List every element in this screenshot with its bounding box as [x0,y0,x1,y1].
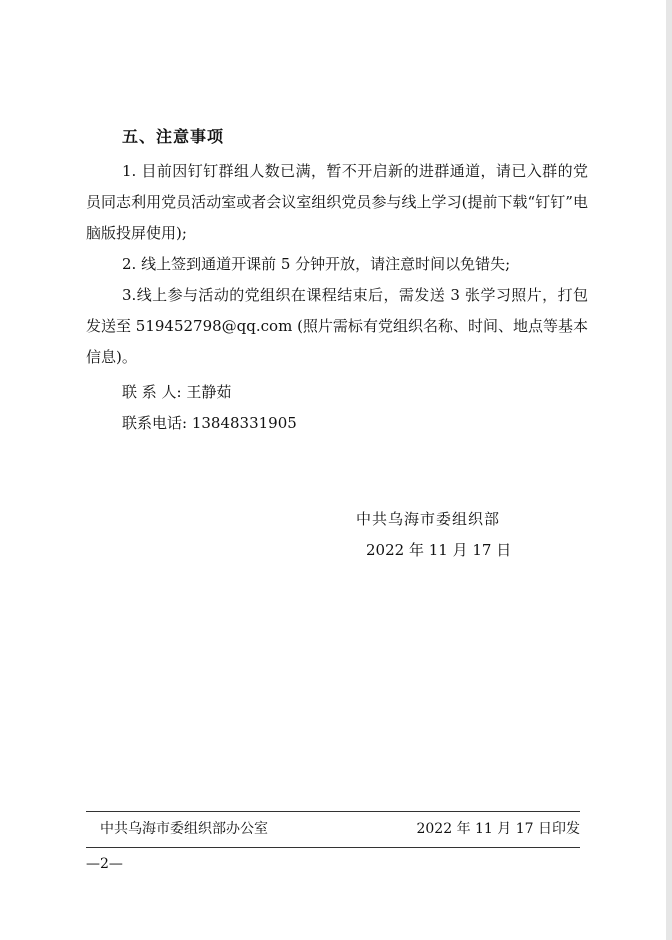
notice-item-2 [86,249,588,280]
footer-issue-date: 2022 年 11 月 17 日印发 [416,821,580,837]
page-edge [666,0,672,940]
contact-person: 联 系 人: 王静茹 [122,383,232,401]
notice-item-1-text: 1. 目前因钉钉群组人数已满，暂不开启新的进群通道，请已入群的党员同志利用党员活动室或者会议室组织党员参与线上学习(提前下载“钉钉”电脑版投屏使用); [86,162,588,242]
footer-issuer: 中共乌海市委组织部办公室 [100,821,268,837]
notice-item-2-text: 2. 线上签到通道开课前 5 分钟开放，请注意时间以免错失; [122,255,511,273]
notice-item-1 [86,156,588,249]
notice-item-3 [86,280,588,373]
footer-rule-bottom [86,847,580,848]
page-number: —2— [86,856,123,872]
footer-rule-top [86,811,580,812]
notice-item-3-text: 3.线上参与活动的党组织在课程结束后，需发送 3 张学习照片，打包发送至 519452798@qq.com (照片需标有党组织名称、时间、地点等基本信息)。 [86,286,588,366]
contact-phone: 联系电话: 13848331905 [122,414,297,432]
signature-date: 2022 年 11 月 17 日 [366,541,512,559]
section-heading: 五、注意事项 [122,127,225,146]
signature-organization: 中共乌海市委组织部 [356,510,501,528]
